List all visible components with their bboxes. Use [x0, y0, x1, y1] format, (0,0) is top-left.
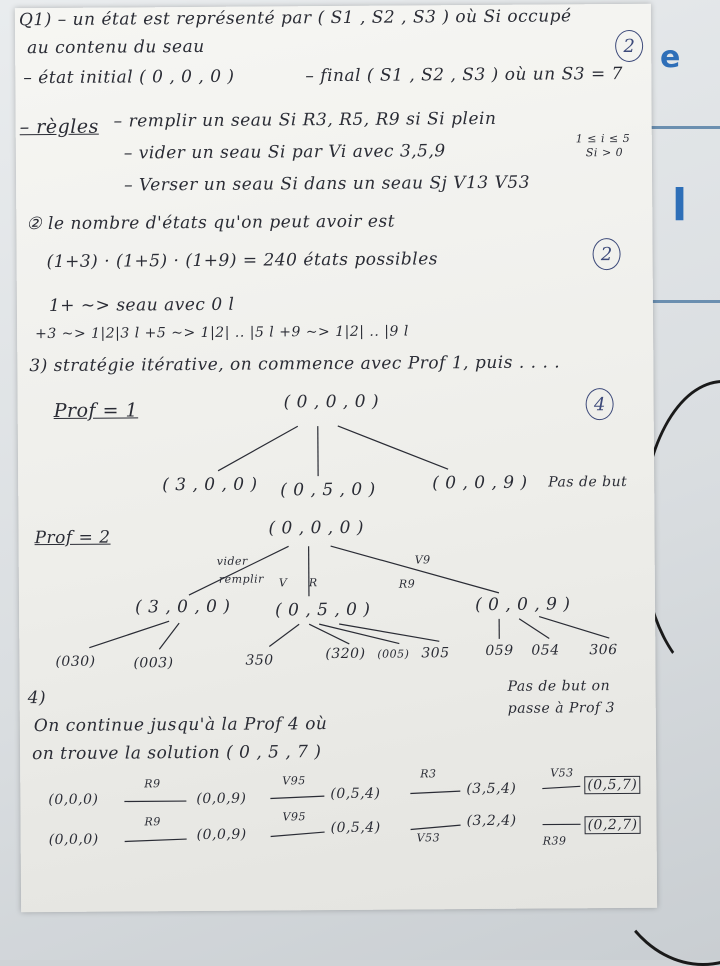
prof2-leaf: 350 [245, 652, 273, 668]
tree-edge [269, 624, 299, 646]
grade-mark: 2 [615, 30, 643, 62]
prof1-child-node: ( 3 , 0 , 0 ) [162, 475, 258, 496]
grade-mark: 4 [586, 388, 614, 420]
rules-label: – règles [20, 116, 99, 139]
path2-action: V53 [417, 831, 441, 844]
prof2-no-goal-note: Pas de but on [508, 678, 611, 695]
tree-edge [519, 619, 549, 639]
prof1-root-node: ( 0 , 0 , 0 ) [284, 392, 380, 413]
section1-line2: au contenu du seau [27, 37, 205, 58]
bucket-empty-line: 1+ ~> seau avec 0 l [49, 295, 235, 316]
rule-empty: – vider un seau Si par Vi avec 3,5,9 [124, 141, 446, 163]
section3-heading: 3) stratégie itérative, on commence avec Prof 1, puis . . . . [29, 352, 560, 376]
prof2-node: ( 0 , 5 , 0 ) [275, 600, 371, 621]
whiteboard-line [652, 300, 720, 303]
arrow [270, 796, 324, 798]
edge-label: remplir [219, 573, 264, 586]
tree-edge [218, 426, 298, 471]
tree-edge [89, 621, 169, 648]
path1-action: V53 [550, 766, 574, 779]
grade-mark: 2 [592, 238, 620, 270]
edge-label: R9 [399, 577, 415, 590]
prof2-label: Prof = 2 [34, 528, 110, 549]
path2-action: R39 [543, 834, 567, 847]
path1-action: V95 [282, 774, 306, 787]
prof2-leaf: 059 [485, 643, 513, 659]
section4-marker: 4) [28, 688, 47, 708]
prof2-node: ( 3 , 0 , 0 ) [135, 597, 231, 618]
path2-action: R9 [144, 815, 160, 828]
arrow [542, 786, 580, 788]
path1-state: (3,5,4) [466, 781, 516, 797]
path1-state: (0,0,0) [48, 792, 98, 808]
whiteboard-marker-letter: e [660, 40, 680, 75]
prof1-no-goal-note: Pas de but [548, 474, 627, 491]
rule-pour: – Verser un seau Si dans un seau Sj V13 V53 [124, 173, 530, 196]
edge-label: vider [217, 555, 248, 568]
final-state-line: – final ( S1 , S2 , S3 ) où un S3 = 7 [305, 64, 623, 86]
prof1-label: Prof = 1 [54, 399, 139, 422]
section2-heading: ② le nombre d'états qu'on peut avoir est [26, 212, 395, 235]
tree-edge [319, 624, 399, 645]
prof2-root-node: ( 0 , 0 , 0 ) [268, 518, 364, 539]
search-tree-lines [15, 4, 657, 912]
rule-empty-condition: Si > 0 [586, 146, 623, 159]
section4-line2: on trouve la solution ( 0 , 5 , 7 ) [32, 742, 322, 764]
path1-state: (0,5,4) [330, 786, 380, 802]
bucket-capacity-line: +3 ~> 1|2|3 l +5 ~> 1|2| .. |5 l +9 ~> 1|2| .. |9 l [35, 323, 409, 342]
whiteboard-marker-letter: l [672, 180, 687, 231]
tree-edge [189, 546, 289, 595]
tree-edge [338, 425, 448, 470]
arrow [410, 791, 460, 793]
rule-fill: – remplir un seau Si R3, R5, R9 si Si plein [114, 109, 497, 132]
path2-goal-state: (0,2,7) [585, 816, 641, 834]
prof1-child-node: ( 0 , 0 , 9 ) [432, 473, 528, 494]
arrow [125, 839, 187, 841]
prof2-leaf: 306 [589, 642, 617, 658]
path2-state: (0,0,0) [49, 832, 99, 848]
section4-line1: On continue jusqu'à la Prof 4 où [34, 714, 328, 736]
path2-state: (3,2,4) [466, 813, 516, 829]
initial-state-line: – état initial ( 0 , 0 , 0 ) [23, 67, 234, 88]
edge-label: V9 [415, 553, 431, 566]
arrow [271, 832, 325, 836]
prof2-leaf: 054 [531, 642, 559, 658]
edge-label: R [309, 576, 318, 589]
section1-heading: Q1) – un état est représenté par ( S1 , S2 , S3 ) où Si occupé [19, 6, 572, 30]
path1-goal-state: (0,5,7) [584, 776, 640, 794]
path2-state: (0,5,4) [331, 820, 381, 836]
edge-label: V [279, 576, 288, 589]
prof2-leaf: (030) [55, 654, 95, 670]
rule-fill-condition: 1 ≤ i ≤ 5 [576, 132, 631, 145]
path2-state: (0,0,9) [197, 827, 247, 843]
prof2-leaf: 305 [421, 645, 449, 661]
prof2-no-goal-note: passe à Prof 3 [508, 700, 615, 717]
states-formula: (1+3) · (1+5) · (1+9) = 240 états possibles [47, 249, 438, 272]
prof2-leaf: (005) [377, 647, 409, 660]
path1-action: R3 [420, 767, 436, 780]
tree-edge [539, 616, 609, 638]
prof2-leaf: (320) [325, 646, 365, 662]
path1-action: R9 [144, 777, 160, 790]
path2-action: V95 [282, 810, 306, 823]
handwritten-page [15, 4, 657, 912]
prof1-child-node: ( 0 , 5 , 0 ) [280, 480, 376, 501]
tree-edge [159, 623, 179, 649]
arrow [411, 825, 461, 829]
tree-edge [331, 545, 499, 594]
whiteboard-line [650, 126, 720, 129]
path1-state: (0,0,9) [196, 791, 246, 807]
prof2-node: ( 0 , 0 , 9 ) [475, 594, 571, 615]
prof2-leaf: (003) [133, 655, 173, 671]
